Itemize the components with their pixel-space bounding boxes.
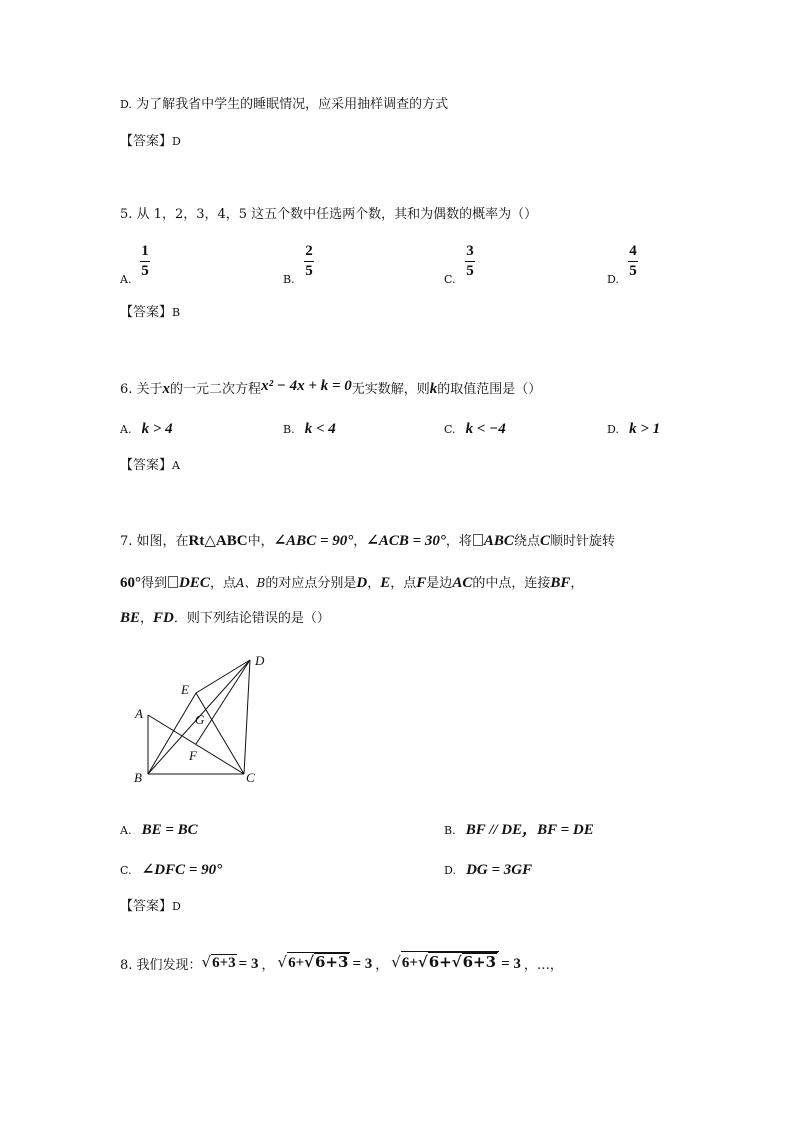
q6-option-a bbox=[120, 422, 173, 437]
q6-stem-text: 的一元二次方程 bbox=[170, 382, 262, 397]
triangle-dec: DEC bbox=[179, 575, 210, 591]
answer-label: 【答案】 bbox=[120, 134, 173, 149]
option-expr: k < 4 bbox=[304, 421, 336, 437]
q7-text: 的对应点分别是 bbox=[265, 576, 357, 591]
q7-text: ， bbox=[140, 611, 154, 626]
option-expr: DG = 3GF bbox=[466, 862, 533, 878]
denominator: 5 bbox=[629, 263, 637, 279]
q5-stem: 5. 从 1，2，3，4，5 这五个数中任选两个数，其和为偶数的概率为（） bbox=[120, 207, 538, 222]
sqrt-expression-2: √6+√6+3 bbox=[277, 953, 349, 971]
missing-glyph-box bbox=[473, 534, 483, 546]
option-expr: ∠DFC = 90° bbox=[141, 862, 223, 878]
segment-dc bbox=[244, 660, 250, 774]
inner-radicand: 6+3 bbox=[314, 953, 349, 971]
q7-option-d bbox=[444, 863, 532, 878]
mid-radicand: 6+ bbox=[428, 953, 452, 971]
q7-text: 顺时针旋转 bbox=[549, 534, 615, 549]
inner-radicand: 6+3 bbox=[462, 953, 497, 971]
option-label: D. bbox=[120, 98, 132, 111]
missing-glyph-box bbox=[168, 576, 178, 588]
label-f: F bbox=[189, 748, 197, 763]
angle-abc: ∠ABC = 90° bbox=[273, 533, 354, 549]
q6-stem-text: 6. 关于 bbox=[120, 382, 163, 397]
option-label: A. bbox=[120, 423, 132, 436]
option-expr: k > 4 bbox=[141, 421, 173, 437]
segment-be: BE bbox=[120, 610, 141, 626]
answer-value: D bbox=[172, 900, 181, 913]
radicand: 6+3 bbox=[212, 955, 236, 971]
radicand: 6+ bbox=[401, 955, 418, 971]
option-expr: k > 1 bbox=[629, 421, 661, 437]
point-e: E bbox=[380, 575, 391, 591]
option-label: A. bbox=[120, 824, 132, 837]
q5-option-d-fraction bbox=[628, 244, 638, 279]
option-label: D. bbox=[444, 864, 456, 877]
q4-answer bbox=[120, 135, 181, 148]
denominator: 5 bbox=[305, 263, 313, 279]
equals-3: = 3 bbox=[501, 955, 521, 972]
answer-label: 【答案】 bbox=[120, 899, 173, 914]
option-label: C. bbox=[444, 423, 456, 436]
q7-text: ， bbox=[367, 576, 381, 591]
q7-text: 是边 bbox=[426, 576, 453, 591]
label-a: A bbox=[135, 706, 143, 721]
point-f: F bbox=[416, 575, 427, 591]
q6-stem-text: 无实数解，则 bbox=[351, 382, 430, 397]
var-k: k bbox=[429, 381, 438, 397]
answer-label: 【答案】 bbox=[120, 305, 173, 320]
q5-answer bbox=[120, 306, 180, 319]
answer-value: D bbox=[172, 135, 181, 148]
radicand: 6+ bbox=[288, 955, 305, 971]
rt-triangle: Rt△ABC bbox=[188, 533, 248, 549]
q7-option-a bbox=[120, 823, 198, 838]
q6-stem-text: 的取值范围是（） bbox=[437, 382, 542, 397]
q4-option-d bbox=[120, 98, 448, 111]
denominator: 5 bbox=[466, 263, 474, 279]
answer-value: B bbox=[172, 306, 181, 319]
label-b: B bbox=[134, 770, 142, 785]
q7-text: ， bbox=[353, 534, 367, 549]
q7-text: 得到 bbox=[141, 576, 168, 591]
q7-text: ，将 bbox=[445, 534, 472, 549]
option-expr: BE = BC bbox=[141, 822, 198, 838]
label-d: D bbox=[255, 653, 265, 668]
answer-label: 【答案】 bbox=[120, 458, 173, 473]
q8-tail: ，…， bbox=[523, 957, 563, 973]
q5-option-a-fraction bbox=[140, 244, 150, 279]
numerator: 2 bbox=[305, 243, 313, 259]
numerator: 4 bbox=[629, 243, 637, 259]
angle-acb: ∠ACB = 30° bbox=[366, 533, 446, 549]
q6-option-c bbox=[444, 422, 506, 437]
label-e: E bbox=[181, 682, 189, 697]
q7-text: ．则下列结论错误的是（） bbox=[173, 611, 330, 626]
q7-answer bbox=[120, 900, 181, 913]
q7-text: 中， bbox=[247, 534, 274, 549]
option-label: B. bbox=[283, 423, 295, 436]
side-ac: AC bbox=[452, 575, 473, 591]
points-a-b: A、B bbox=[235, 576, 266, 590]
sqrt-expression-1: √6+3 bbox=[201, 953, 236, 971]
segment-fd bbox=[196, 660, 250, 744]
separator: ， bbox=[375, 957, 389, 973]
q7-stem-line1 bbox=[120, 534, 615, 549]
q5-option-d-label: D. bbox=[607, 273, 619, 286]
rotation-angle: 60° bbox=[120, 575, 141, 591]
point-c: C bbox=[539, 533, 550, 549]
var-x: x bbox=[162, 381, 171, 397]
q8-text: 8. 我们发现： bbox=[120, 957, 202, 973]
numerator: 1 bbox=[141, 243, 149, 259]
q5-option-a-label: A. bbox=[120, 273, 132, 286]
label-c: C bbox=[246, 770, 255, 785]
sqrt-expression-3: √6+√6+√6+3 bbox=[391, 951, 499, 972]
q7-text: ，点 bbox=[209, 576, 236, 591]
separator: ， bbox=[261, 957, 275, 973]
denominator: 5 bbox=[141, 263, 149, 279]
label-g: G bbox=[195, 712, 205, 727]
answer-value: A bbox=[172, 459, 180, 472]
segment-ed bbox=[196, 660, 250, 693]
option-label: D. bbox=[607, 423, 619, 436]
q7-text: ，点 bbox=[390, 576, 417, 591]
option-label: B. bbox=[444, 824, 456, 837]
option-text: 为了解我省中学生的睡眠情况，应采用抽样调查的方式 bbox=[136, 97, 449, 112]
q7-option-c bbox=[120, 863, 222, 878]
q5-option-b-fraction bbox=[304, 244, 314, 279]
q6-stem bbox=[120, 378, 542, 397]
option-expr: k < −4 bbox=[465, 421, 506, 437]
quadratic-equation: x² − 4x + k = 0 bbox=[261, 378, 352, 394]
q7-stem-line2 bbox=[120, 576, 583, 591]
equals-3: = 3 bbox=[352, 955, 373, 972]
q7-text: 7. 如图，在 bbox=[120, 534, 189, 549]
q7-text: 的中点，连接 bbox=[472, 576, 551, 591]
q7-text: ， bbox=[570, 576, 584, 591]
triangle-abc: ABC bbox=[483, 533, 514, 549]
segment-fd: FD bbox=[153, 610, 174, 626]
q6-option-b bbox=[283, 422, 336, 437]
q7-stem-line3 bbox=[120, 611, 330, 626]
q8-stem bbox=[120, 951, 563, 972]
point-d: D bbox=[356, 575, 368, 591]
q7-option-b bbox=[444, 823, 594, 838]
option-expr: BF // DE，BF = DE bbox=[465, 822, 594, 838]
q6-answer bbox=[120, 459, 180, 472]
q7-text: 绕点 bbox=[513, 534, 540, 549]
option-label: C. bbox=[120, 864, 132, 877]
q6-option-d bbox=[607, 422, 660, 437]
equals-3: = 3 bbox=[238, 955, 259, 972]
q5-option-c-label: C. bbox=[444, 273, 456, 286]
segment-bf: BF bbox=[550, 575, 571, 591]
q5-option-b-label: B. bbox=[283, 273, 295, 286]
numerator: 3 bbox=[466, 243, 474, 259]
q5-option-c-fraction bbox=[465, 244, 475, 279]
q7-geometry-figure bbox=[128, 648, 278, 790]
